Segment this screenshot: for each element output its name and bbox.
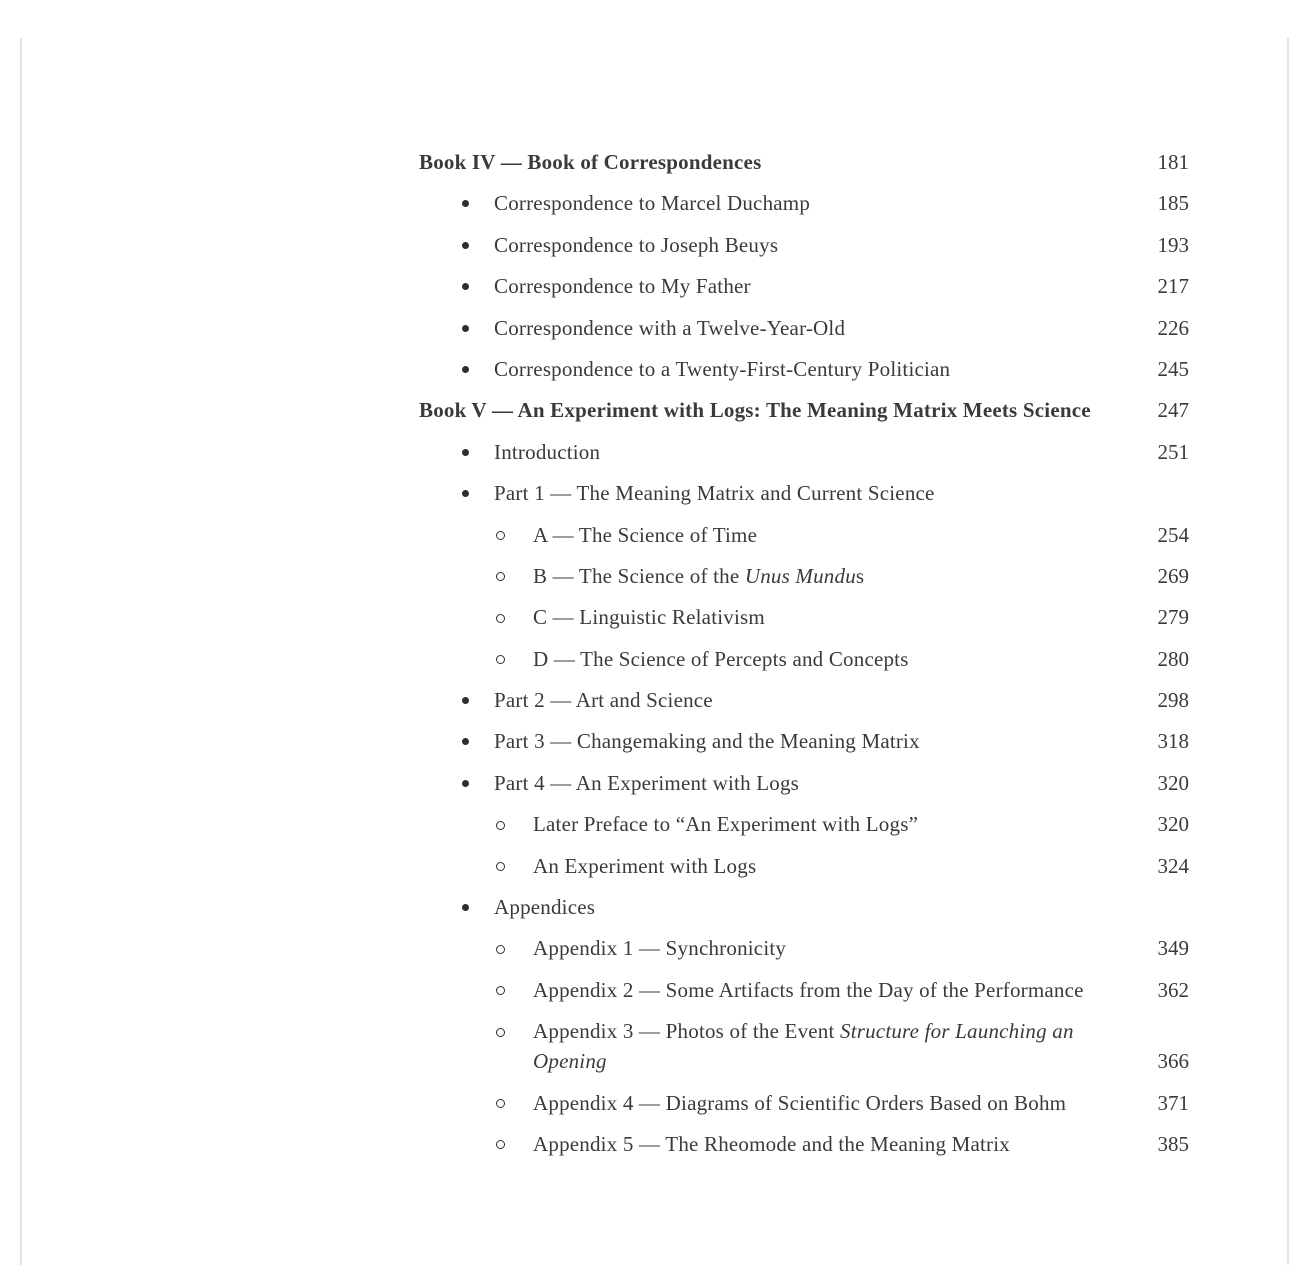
toc-entry-page-number: 185 bbox=[1157, 191, 1189, 216]
filled-bullet-icon bbox=[462, 242, 469, 249]
toc-entry-title: B — The Science of the Unus Mundus bbox=[533, 563, 865, 588]
toc-entry-title: Book V — An Experiment with Logs: The Meaning Matrix Meets Science bbox=[419, 398, 1091, 423]
toc-entry-title: C — Linguistic Relativism bbox=[533, 605, 765, 630]
toc-entry-page-number: 366 bbox=[1157, 1049, 1189, 1074]
open-circle-bullet-icon bbox=[496, 821, 505, 830]
toc-entry-title: Part 4 — An Experiment with Logs bbox=[494, 770, 800, 795]
open-circle-bullet-icon bbox=[496, 531, 505, 540]
open-circle-bullet-icon bbox=[496, 614, 505, 623]
toc-entry-page-number: 280 bbox=[1157, 646, 1189, 671]
toc-entry-row bbox=[419, 354, 1189, 384]
toc-entry-row bbox=[419, 726, 1189, 756]
toc-entry-page-number: 245 bbox=[1157, 356, 1189, 381]
toc-entry-page-number: 320 bbox=[1157, 812, 1189, 837]
toc-entry-page-number: 254 bbox=[1157, 522, 1189, 547]
toc-entry-title: Correspondence to a Twenty-First-Century Politician bbox=[494, 356, 951, 381]
toc-entry-title: D — The Science of Percepts and Concepts bbox=[533, 646, 909, 671]
toc-entry-title: Appendix 5 — The Rheomode and the Meaning Matrix bbox=[533, 1131, 1010, 1156]
toc-entry-page-number: 385 bbox=[1157, 1131, 1189, 1156]
toc-entry-row bbox=[419, 685, 1189, 715]
toc-entry-title: Part 1 — The Meaning Matrix and Current Science bbox=[494, 481, 935, 506]
toc-entry-page-number: 226 bbox=[1157, 315, 1189, 340]
toc-entry-title: Appendix 2 — Some Artifacts from the Day of the Performance bbox=[533, 977, 1084, 1002]
toc-entry-page-number: 318 bbox=[1157, 729, 1189, 754]
toc-entry-title: Correspondence with a Twelve-Year-Old bbox=[494, 315, 846, 340]
toc-entry-title: Appendix 4 — Diagrams of Scientific Orders Based on Bohm bbox=[533, 1090, 1067, 1115]
toc-entry-row bbox=[419, 1088, 1189, 1118]
filled-bullet-icon bbox=[462, 904, 469, 911]
open-circle-bullet-icon bbox=[496, 1140, 505, 1149]
toc-entry-row bbox=[419, 892, 1189, 922]
toc-entry-row bbox=[419, 851, 1189, 881]
filled-bullet-icon bbox=[462, 449, 469, 456]
toc-entry-page-number: 349 bbox=[1157, 936, 1189, 961]
filled-bullet-icon bbox=[462, 490, 469, 497]
toc-entry-row bbox=[419, 644, 1189, 674]
toc-entry-title: Part 2 — Art and Science bbox=[494, 688, 713, 713]
toc-entry-title: Introduction bbox=[494, 439, 601, 464]
toc-entry-row bbox=[419, 768, 1189, 798]
open-circle-bullet-icon bbox=[496, 572, 505, 581]
toc-entry-row bbox=[419, 1016, 1189, 1076]
toc-entry-page-number: 320 bbox=[1157, 770, 1189, 795]
toc-entry-title: Correspondence to Joseph Beuys bbox=[494, 232, 779, 257]
toc-entry-title: Later Preface to “An Experiment with Logs” bbox=[533, 812, 919, 837]
open-circle-bullet-icon bbox=[496, 945, 505, 954]
toc-entry-row bbox=[419, 230, 1189, 260]
toc-entry-title: A — The Science of Time bbox=[533, 522, 758, 547]
toc-entry-page-number: 362 bbox=[1157, 977, 1189, 1002]
toc-entry-row bbox=[419, 478, 1189, 508]
toc-entry-title: An Experiment with Logs bbox=[533, 853, 757, 878]
toc-entry-page-number: 193 bbox=[1157, 232, 1189, 257]
toc-entry-page-number: 181 bbox=[1157, 150, 1189, 174]
toc-entry-row bbox=[419, 188, 1189, 218]
open-circle-bullet-icon bbox=[496, 986, 505, 995]
toc-entry-page-number: 371 bbox=[1157, 1090, 1189, 1115]
open-circle-bullet-icon bbox=[496, 1028, 505, 1037]
table-of-contents bbox=[419, 147, 1189, 1170]
toc-entry-page-number: 298 bbox=[1157, 688, 1189, 713]
filled-bullet-icon bbox=[462, 738, 469, 745]
toc-entry-title: Appendix 1 — Synchronicity bbox=[533, 936, 787, 961]
toc-entry-title: Correspondence to My Father bbox=[494, 274, 751, 299]
toc-entry-row bbox=[419, 271, 1189, 301]
toc-entry-title: Part 3 — Changemaking and the Meaning Matrix bbox=[494, 729, 920, 754]
page-edge-right bbox=[1287, 38, 1289, 1265]
toc-entry-page-number: 217 bbox=[1157, 274, 1189, 299]
filled-bullet-icon bbox=[462, 200, 469, 207]
filled-bullet-icon bbox=[462, 697, 469, 704]
toc-entry-row bbox=[419, 313, 1189, 343]
toc-entry-page-number: 279 bbox=[1157, 605, 1189, 630]
toc-entry-row bbox=[419, 602, 1189, 632]
toc-entry-title: Appendices bbox=[494, 895, 596, 920]
page-edge-left bbox=[20, 38, 22, 1265]
filled-bullet-icon bbox=[462, 780, 469, 787]
open-circle-bullet-icon bbox=[496, 655, 505, 664]
toc-entry-page-number: 324 bbox=[1157, 853, 1189, 878]
toc-entry-row bbox=[419, 1129, 1189, 1159]
toc-entry-page-number: 269 bbox=[1157, 563, 1189, 588]
filled-bullet-icon bbox=[462, 366, 469, 373]
toc-entry-row bbox=[419, 561, 1189, 591]
toc-book-heading-row bbox=[419, 395, 1189, 425]
toc-entry-title: Book IV — Book of Correspondences bbox=[419, 150, 762, 174]
toc-entry-page-number: 247 bbox=[1157, 398, 1189, 423]
filled-bullet-icon bbox=[462, 325, 469, 332]
open-circle-bullet-icon bbox=[496, 1099, 505, 1108]
open-circle-bullet-icon bbox=[496, 862, 505, 871]
toc-entry-row bbox=[419, 933, 1189, 963]
toc-entry-row bbox=[419, 437, 1189, 467]
toc-entry-title: Appendix 3 — Photos of the Event Structure for Launching an Opening bbox=[533, 1019, 1074, 1074]
toc-entry-row bbox=[419, 975, 1189, 1005]
toc-entry-row bbox=[419, 520, 1189, 550]
toc-book-heading-row bbox=[419, 147, 1189, 177]
toc-entry-row bbox=[419, 809, 1189, 839]
toc-entry-page-number: 251 bbox=[1157, 439, 1189, 464]
filled-bullet-icon bbox=[462, 283, 469, 290]
toc-entry-title: Correspondence to Marcel Duchamp bbox=[494, 191, 811, 216]
